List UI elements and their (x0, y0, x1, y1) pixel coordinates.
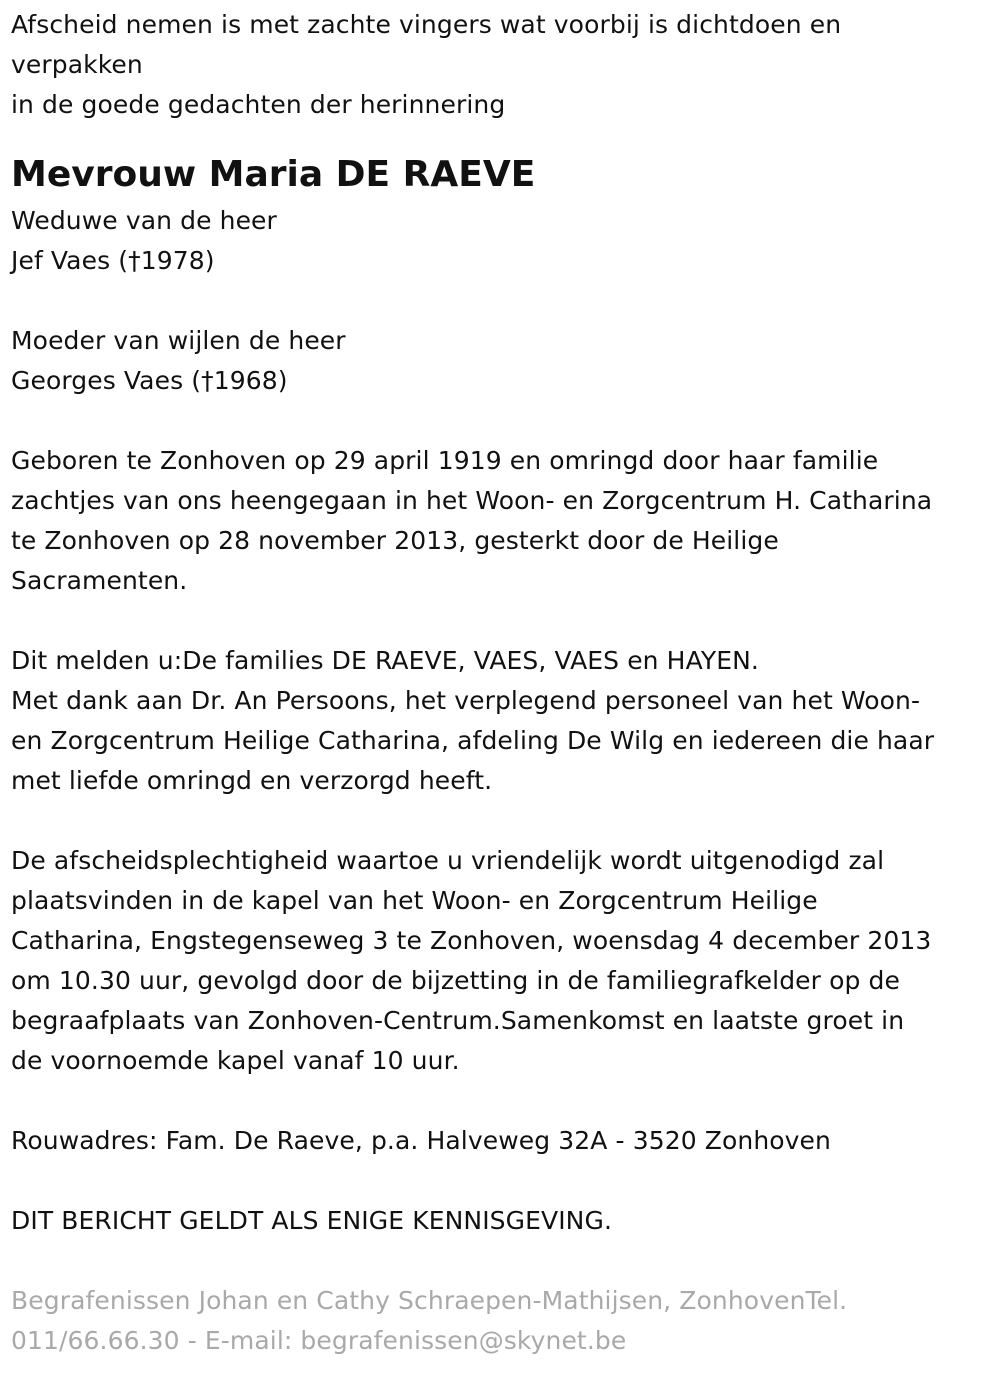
ceremony-line: Catharina, Engstegenseweg 3 te Zonhoven, woensdag 4 december 2013 (11, 926, 932, 955)
announcement-line: met liefde omringd en verzorgd heeft. (11, 766, 493, 795)
funeral-home-footer (11, 1281, 991, 1361)
birth-line: Sacramenten. (11, 566, 188, 595)
footer-line: Begrafenissen Johan en Cathy Schraepen-Mathijsen, ZonhovenTel. (11, 1286, 848, 1315)
mother-label: Moeder van wijlen de heer (11, 326, 346, 355)
announcement-line: Dit melden u:De families DE RAEVE, VAES, VAES en HAYEN. (11, 646, 759, 675)
deceased-name: Mevrouw Maria DE RAEVE (11, 154, 536, 195)
intro-verse (11, 5, 991, 125)
husband-name: Jef Vaes (†1978) (11, 246, 215, 275)
intro-line: in de goede gedachten der herinnering (11, 90, 506, 119)
son-name: Georges Vaes (†1968) (11, 366, 288, 395)
ceremony-line: om 10.30 uur, gevolgd door de bijzetting in de familiegrafkelder op de (11, 966, 900, 995)
mourning-address: Rouwadres: Fam. De Raeve, p.a. Halveweg 32A - 3520 Zonhoven (11, 1126, 831, 1155)
widow-label: Weduwe van de heer (11, 206, 277, 235)
obituary-notice (11, 5, 991, 1361)
ceremony-paragraph (11, 841, 991, 1081)
ceremony-line: de voornoemde kapel vanaf 10 uur. (11, 1046, 460, 1075)
child-block (11, 321, 991, 401)
birth-line: te Zonhoven op 28 november 2013, gesterkt door de Heilige (11, 526, 779, 555)
announcement-line: Met dank aan Dr. An Persoons, het verplegend personeel van het Woon- (11, 686, 921, 715)
spouse-block (11, 201, 991, 281)
announcement-line: en Zorgcentrum Heilige Catharina, afdeling De Wilg en iedereen die haar (11, 726, 935, 755)
notice-statement: DIT BERICHT GELDT ALS ENIGE KENNISGEVING. (11, 1206, 612, 1235)
intro-line: Afscheid nemen is met zachte vingers wat voorbij is dichtdoen en (11, 10, 842, 39)
intro-line: verpakken (11, 50, 143, 79)
birth-line: Geboren te Zonhoven op 29 april 1919 en omringd door haar familie (11, 446, 879, 475)
ceremony-line: begraafplaats van Zonhoven-Centrum.Samenkomst en laatste groet in (11, 1006, 905, 1035)
footer-line: 011/66.66.30 - E-mail: begrafenissen@skynet.be (11, 1326, 627, 1355)
birth-line: zachtjes van ons heengegaan in het Woon- en Zorgcentrum H. Catharina (11, 486, 933, 515)
birth-paragraph (11, 441, 991, 601)
ceremony-line: plaatsvinden in de kapel van het Woon- en Zorgcentrum Heilige (11, 886, 818, 915)
announcement-paragraph (11, 641, 991, 801)
ceremony-line: De afscheidsplechtigheid waartoe u vriendelijk wordt uitgenodigd zal (11, 846, 885, 875)
